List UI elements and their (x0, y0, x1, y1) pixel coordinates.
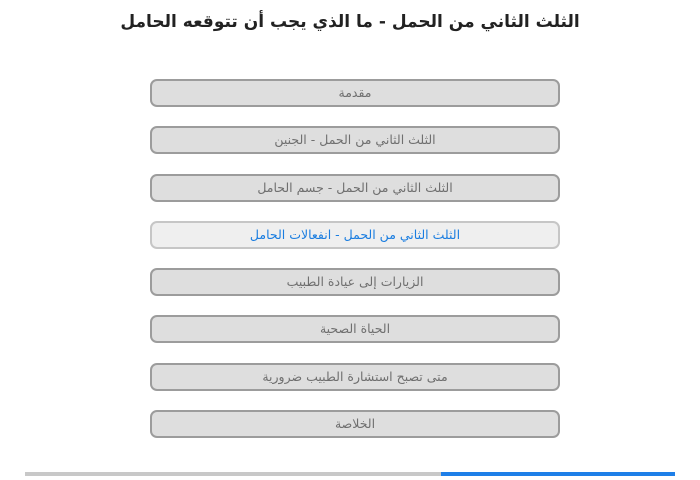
progress-bar (25, 472, 675, 476)
page-title: الثلث الثاني من الحمل - ما الذي يجب أن تتوقعه الحامل (120, 12, 580, 32)
menu-item-mother-emotions[interactable]: الثلث الثاني من الحمل - انفعالات الحامل (150, 221, 560, 249)
menu-item-summary[interactable]: الخلاصة (150, 410, 560, 438)
menu-item-healthy-life[interactable]: الحياة الصحية (150, 315, 560, 343)
menu-item-fetus[interactable]: الثلث الثاني من الحمل - الجنين (150, 126, 560, 154)
menu-item-mother-body[interactable]: الثلث الثاني من الحمل - جسم الحامل (150, 174, 560, 202)
menu-item-doctor-visits[interactable]: الزيارات إلى عيادة الطبيب (150, 268, 560, 296)
menu-item-introduction[interactable]: مقدمة (150, 79, 560, 107)
chapter-menu (150, 79, 560, 457)
menu-item-when-consult-doctor[interactable]: متى تصبح استشارة الطبيب ضرورية (150, 363, 560, 391)
progress-bar-fill (441, 472, 675, 476)
